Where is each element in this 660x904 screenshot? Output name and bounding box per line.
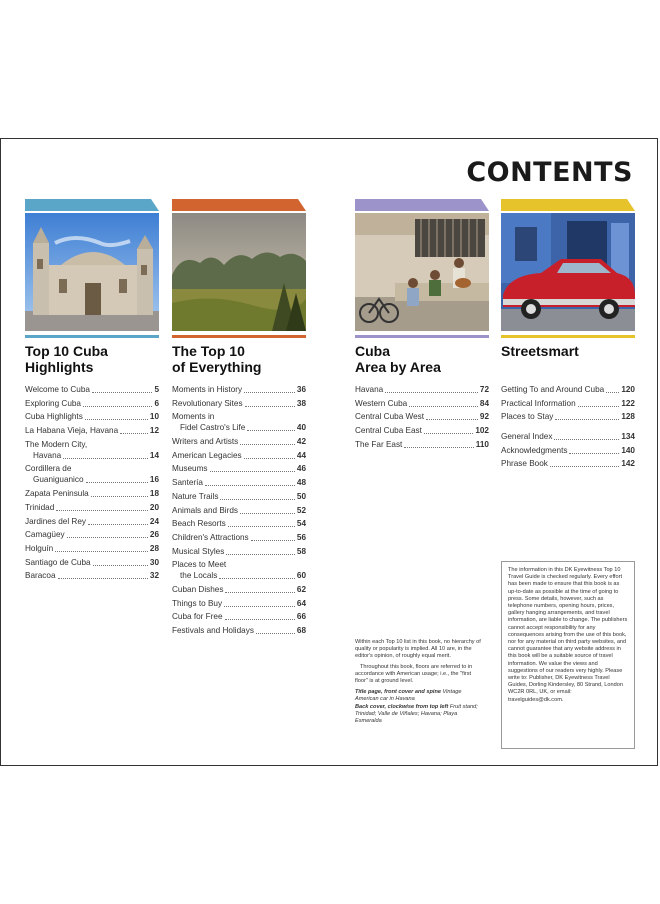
toc-entry[interactable] bbox=[172, 437, 306, 447]
toc-page-number: 50 bbox=[296, 491, 306, 501]
toc-entry[interactable] bbox=[172, 399, 306, 409]
toc-page-number: 36 bbox=[296, 385, 306, 394]
toc-page-number: 60 bbox=[296, 571, 306, 581]
toc-entry-label: Revolutionary Sites bbox=[172, 398, 243, 408]
toc-entry[interactable] bbox=[172, 478, 306, 488]
toc-entry-label: Zapata Peninsula bbox=[25, 489, 89, 499]
leader-dots bbox=[83, 406, 152, 407]
toc-entry-label: General Index bbox=[501, 432, 553, 442]
section-everything bbox=[172, 199, 306, 640]
leader-dots bbox=[424, 433, 473, 434]
toc-entry-label: Cuba for Free bbox=[172, 612, 223, 622]
toc-page-number: 32 bbox=[149, 571, 159, 581]
section-area bbox=[355, 199, 489, 453]
leader-dots bbox=[63, 458, 148, 459]
toc-entry[interactable] bbox=[172, 423, 306, 433]
toc-page-number: 46 bbox=[296, 464, 306, 474]
leader-dots bbox=[251, 540, 295, 541]
toc-entry-label: Trinidad bbox=[25, 502, 55, 512]
toc-entry-label: Writers and Artists bbox=[172, 437, 239, 447]
toc-page-number: 68 bbox=[296, 626, 306, 635]
toc-page-number: 6 bbox=[154, 398, 159, 408]
toc-entry-label: Cuban Dishes bbox=[172, 584, 224, 594]
toc-entry-label: Fidel Castro's Life bbox=[180, 423, 246, 433]
toc-entry-label: Children's Attractions bbox=[172, 532, 249, 542]
toc-entry[interactable] bbox=[25, 571, 159, 581]
toc-page-number: 10 bbox=[149, 412, 159, 422]
section-tab bbox=[25, 199, 159, 211]
toc-entry[interactable] bbox=[355, 426, 489, 436]
toc-entry[interactable] bbox=[25, 451, 159, 461]
section-highlights bbox=[25, 199, 159, 585]
toc-page-number: 54 bbox=[296, 519, 306, 529]
leader-dots bbox=[244, 392, 295, 393]
leader-dots bbox=[256, 633, 295, 634]
leader-dots bbox=[58, 578, 148, 579]
toc-entry[interactable] bbox=[172, 385, 306, 395]
leader-dots bbox=[67, 537, 148, 538]
toc-page-number: 58 bbox=[296, 546, 306, 556]
toc-page-number: 128 bbox=[621, 412, 635, 422]
toc-entry[interactable] bbox=[172, 626, 306, 636]
leader-dots bbox=[569, 453, 619, 454]
toc-page-number: 134 bbox=[621, 432, 635, 442]
toc-entry[interactable] bbox=[172, 451, 306, 461]
toc-entry[interactable] bbox=[501, 432, 635, 442]
section-tab bbox=[355, 199, 489, 211]
leader-dots bbox=[385, 392, 478, 393]
toc-entry-label: Central Cuba West bbox=[355, 412, 425, 422]
toc-entry-label: Museums bbox=[172, 464, 208, 474]
toc-entry[interactable] bbox=[501, 412, 635, 422]
page-title: CONTENTS bbox=[466, 157, 633, 188]
toc-page-number: 14 bbox=[149, 450, 159, 460]
toc-page-number: 72 bbox=[479, 385, 489, 394]
toc-entry[interactable] bbox=[355, 399, 489, 409]
toc-entry[interactable] bbox=[25, 544, 159, 554]
leader-dots bbox=[91, 496, 148, 497]
toc-entry-label: Camagüey bbox=[25, 530, 65, 540]
toc-entry-label: Musical Styles bbox=[172, 546, 225, 556]
toc-page-number: 40 bbox=[296, 423, 306, 433]
leader-dots bbox=[219, 578, 295, 579]
toc-page-number: 102 bbox=[475, 426, 489, 436]
toc-entry[interactable] bbox=[355, 440, 489, 450]
toc-entry[interactable] bbox=[172, 464, 306, 474]
toc-entry-label: Places to Stay bbox=[501, 412, 554, 422]
leader-dots bbox=[88, 524, 148, 525]
toc-entry[interactable] bbox=[25, 412, 159, 422]
toc-page-number: 38 bbox=[296, 398, 306, 408]
toc-entry[interactable] bbox=[172, 533, 306, 543]
section-rule bbox=[172, 335, 306, 338]
leader-dots bbox=[555, 419, 619, 420]
toc-entry[interactable] bbox=[25, 517, 159, 527]
section-rule bbox=[355, 335, 489, 338]
toc-entry-label: Moments in bbox=[172, 412, 215, 422]
toc-page-number: 92 bbox=[479, 412, 489, 422]
toc-entry[interactable] bbox=[25, 426, 159, 436]
leader-dots bbox=[85, 419, 148, 420]
toc-entry[interactable] bbox=[25, 385, 159, 395]
leader-dots bbox=[86, 482, 148, 483]
toc-entry[interactable] bbox=[172, 519, 306, 529]
leader-dots bbox=[578, 406, 620, 407]
toc-list bbox=[172, 385, 306, 636]
toc-page-number: 28 bbox=[149, 543, 159, 553]
toc-page-number: 62 bbox=[296, 584, 306, 594]
toc-page-number: 64 bbox=[296, 598, 306, 608]
toc-entry-label: La Habana Vieja, Havana bbox=[25, 426, 119, 436]
toc-page-number: 18 bbox=[149, 489, 159, 499]
leader-dots bbox=[240, 513, 295, 514]
toc-entry[interactable] bbox=[172, 506, 306, 516]
leader-dots bbox=[225, 592, 294, 593]
toc-entry[interactable] bbox=[172, 571, 306, 581]
toc-entry[interactable] bbox=[501, 385, 635, 395]
leader-dots bbox=[92, 392, 153, 393]
leader-dots bbox=[55, 551, 148, 552]
leader-dots bbox=[224, 606, 295, 607]
toc-page-number: 84 bbox=[479, 398, 489, 408]
toc-entry-label: Moments in History bbox=[172, 385, 243, 394]
toc-page-number: 122 bbox=[621, 398, 635, 408]
leader-dots bbox=[210, 471, 295, 472]
leader-dots bbox=[409, 406, 478, 407]
leader-dots bbox=[245, 406, 295, 407]
toc-entry-label: Festivals and Holidays bbox=[172, 626, 254, 635]
toc-entry[interactable] bbox=[25, 558, 159, 568]
leader-dots bbox=[240, 444, 295, 445]
toc-entry-label: Places to Meet bbox=[172, 560, 227, 570]
toc-entry-label: Holguín bbox=[25, 543, 54, 553]
toc-page-number: 56 bbox=[296, 532, 306, 542]
toc-page-number: 30 bbox=[149, 557, 159, 567]
toc-page-number: 142 bbox=[621, 459, 635, 469]
toc-page-number: 24 bbox=[149, 516, 159, 526]
photo-cathedral bbox=[25, 213, 159, 331]
toc-entry-label: Santiago de Cuba bbox=[25, 557, 91, 567]
section-rule bbox=[501, 335, 635, 338]
toc-entry-label: Welcome to Cuba bbox=[25, 385, 90, 394]
toc-page-number: 66 bbox=[296, 612, 306, 622]
toc-entry-label: Santería bbox=[172, 478, 203, 488]
leader-dots bbox=[226, 554, 295, 555]
toc-page-number: 110 bbox=[475, 439, 489, 449]
toc-page-number: 5 bbox=[154, 385, 159, 394]
leader-dots bbox=[120, 433, 148, 434]
toc-list bbox=[501, 385, 635, 469]
toc-entry-label: Baracoa bbox=[25, 571, 56, 581]
toc-list bbox=[25, 385, 159, 581]
toc-entry[interactable] bbox=[501, 446, 635, 456]
toc-entry[interactable] bbox=[25, 399, 159, 409]
toc-entry[interactable] bbox=[25, 503, 159, 513]
toc-entry[interactable] bbox=[355, 412, 489, 422]
leader-dots bbox=[56, 510, 148, 511]
toc-list bbox=[355, 385, 489, 450]
toc-entry-label: Exploring Cuba bbox=[25, 398, 81, 408]
section-streetsmart bbox=[501, 199, 635, 473]
section-tab bbox=[172, 199, 306, 211]
toc-entry[interactable] bbox=[172, 585, 306, 595]
toc-entry-label: Phrase Book bbox=[501, 459, 548, 469]
toc-entry[interactable] bbox=[355, 385, 489, 395]
toc-entry[interactable] bbox=[25, 530, 159, 540]
toc-page-number: 52 bbox=[296, 505, 306, 515]
toc-entry-label: Cuba Highlights bbox=[25, 412, 83, 422]
photo-musicians bbox=[355, 213, 489, 331]
leader-dots bbox=[606, 392, 619, 393]
leader-dots bbox=[225, 619, 295, 620]
toc-entry-label: Beach Resorts bbox=[172, 519, 226, 529]
toc-entry[interactable] bbox=[501, 399, 635, 409]
toc-entry-label: The Modern City, bbox=[25, 439, 88, 449]
toc-entry[interactable] bbox=[172, 599, 306, 609]
editorial-note: Within each Top 10 list in this book, no hierarchy of quality or popularity is implied. All 10 are, in the editor's opinion, of roughly equal merit. Throughout this book, floors are referred to in accordance with American usage; i.e., the "first floor" is at ground level. Title page, front cover and spine Vintage American car in Havana Back cover, clockwise from top left Fruit stand; Trinidad; Valle de Viñales; Havana; Playa Esmeralda bbox=[355, 639, 481, 724]
section-rule bbox=[25, 335, 159, 338]
contents-page bbox=[0, 138, 658, 766]
leader-dots bbox=[244, 458, 295, 459]
toc-entry-label: The Far East bbox=[355, 439, 403, 449]
toc-entry-label: Havana bbox=[33, 450, 62, 460]
leader-dots bbox=[228, 526, 295, 527]
toc-entry-label: American Legacies bbox=[172, 450, 242, 460]
toc-entry-label: Animals and Birds bbox=[172, 505, 238, 515]
toc-page-number: 48 bbox=[296, 478, 306, 488]
photo-vinales bbox=[172, 213, 306, 331]
leader-dots bbox=[247, 430, 295, 431]
toc-entry-label: Guaniguanico bbox=[33, 475, 84, 485]
toc-entry-label: Western Cuba bbox=[355, 398, 408, 408]
toc-entry-label: Havana bbox=[355, 385, 384, 394]
toc-page-number: 26 bbox=[149, 530, 159, 540]
toc-page-number: 44 bbox=[296, 450, 306, 460]
publisher-info-box: The information in this DK Eyewitness Top 10 Travel Guide is checked regularly. Every effort has been made to ensure that this book is as up-to-date as possible at the time of going to press. Some details, however, such as telephone numbers, opening hours, prices, gallery hanging arrangements, and travel information, are liable to change. The publishers cannot accept responsibility for any consequences arising from the use of this book, nor for any material on third party websites, and cannot guarantee that any website address in this book will be a suitable source of travel information. We value the views and suggestions of our readers very highly. Please write to: Publisher, DK Eyewitness Travel Guides, Dorling Kindersley, 80 Strand, London WC2R 0RL, UK, or email: travelguides@dk.com. bbox=[501, 561, 635, 749]
leader-dots bbox=[426, 419, 478, 420]
toc-entry-label: Cordillera de bbox=[25, 464, 72, 474]
toc-page-number: 42 bbox=[296, 437, 306, 447]
toc-entry[interactable] bbox=[172, 547, 306, 557]
toc-entry[interactable] bbox=[501, 459, 635, 469]
toc-entry[interactable] bbox=[25, 489, 159, 499]
toc-entry-label: Jardines del Rey bbox=[25, 516, 86, 526]
toc-entry[interactable] bbox=[172, 612, 306, 622]
toc-page-number: 12 bbox=[149, 426, 159, 436]
toc-page-number: 16 bbox=[149, 475, 159, 485]
toc-page-number: 120 bbox=[621, 385, 635, 394]
leader-dots bbox=[550, 466, 619, 467]
leader-dots bbox=[220, 499, 294, 500]
section-title: Cuba Area by Area bbox=[355, 343, 441, 375]
toc-entry-label: Things to Buy bbox=[172, 598, 223, 608]
toc-entry-label: Nature Trails bbox=[172, 491, 219, 501]
toc-page-number: 20 bbox=[149, 502, 159, 512]
toc-entry-label: the Locals bbox=[180, 571, 218, 581]
photo-vintage-car bbox=[501, 213, 635, 331]
toc-entry-label: Central Cuba East bbox=[355, 426, 422, 436]
leader-dots bbox=[404, 447, 473, 448]
leader-dots bbox=[93, 565, 148, 566]
section-title: The Top 10 of Everything bbox=[172, 343, 262, 375]
toc-entry[interactable] bbox=[25, 475, 159, 485]
toc-entry-label: Acknowledgments bbox=[501, 445, 568, 455]
toc-page-number: 140 bbox=[621, 445, 635, 455]
section-title: Streetsmart bbox=[501, 343, 579, 359]
toc-entry-label: Getting To and Around Cuba bbox=[501, 385, 605, 394]
section-title: Top 10 Cuba Highlights bbox=[25, 343, 108, 375]
toc-entry-label: Practical Information bbox=[501, 398, 576, 408]
toc-entry[interactable] bbox=[172, 492, 306, 502]
leader-dots bbox=[554, 439, 619, 440]
leader-dots bbox=[205, 485, 295, 486]
section-tab bbox=[501, 199, 635, 211]
